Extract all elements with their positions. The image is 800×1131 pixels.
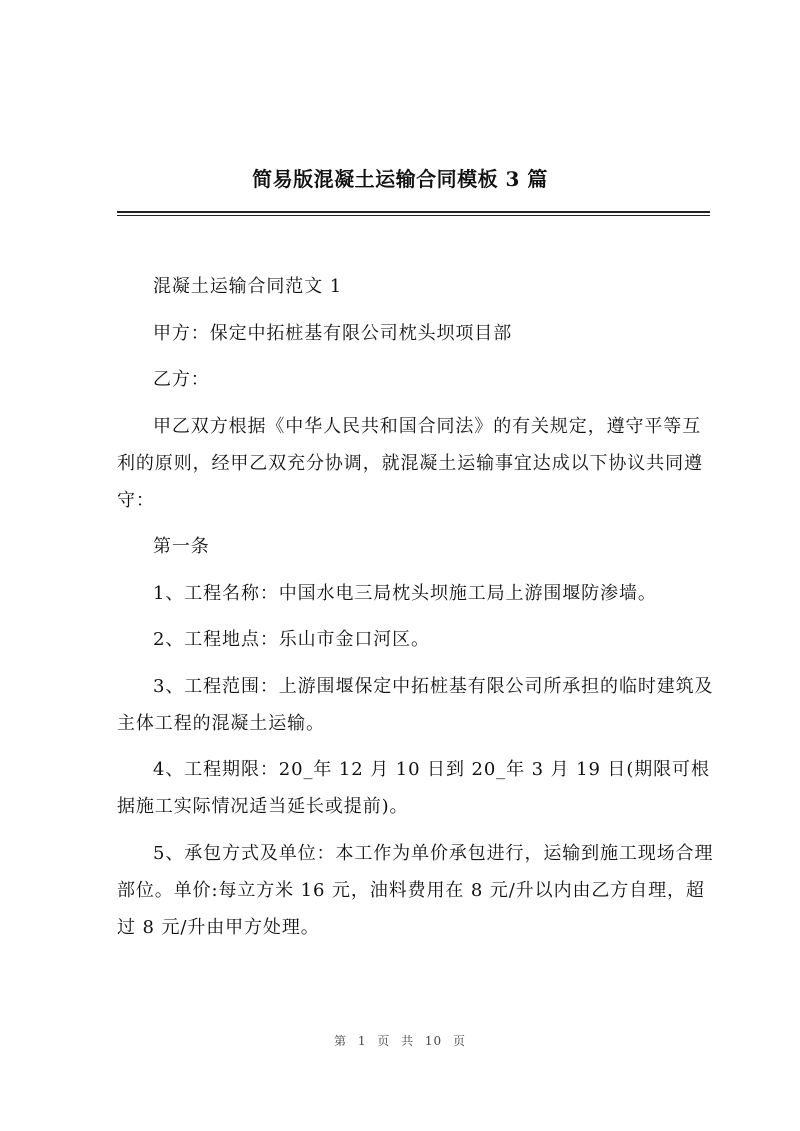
preamble-paragraph: 甲乙双方根据《中华人民共和国合同法》的有关规定，遵守平等互利的原则，经甲乙双充分协调，就混凝土运输事宜达成以下协议共同遵守： [117,415,703,511]
clause-project-term: 4、工程期限：20_年 12 月 10 日到 20_年 3 月 19 日(期限可根据施工实际情况适当延长或提前)。 [117,759,710,817]
title-divider-thin [117,215,710,216]
page-number: 第 1 页 共 10 页 [334,1034,466,1048]
clause-project-name: 1、工程名称：中国水电三局枕头坝施工局上游围堰防渗墙。 [153,582,657,604]
document-body [117,268,717,955]
title-divider-thick [117,211,710,213]
party-b: 乙方： [153,369,210,390]
clause-project-location: 2、工程地点：乐山市金口河区。 [153,629,430,650]
party-a: 甲方：保定中拓桩基有限公司枕头坝项目部 [153,322,513,344]
clause-project-scope: 3、工程范围：上游围堰保定中拓桩基有限公司所承担的临时建筑及主体工程的混凝土运输。 [117,675,714,734]
document-title: 简易版混凝土运输合同模板 3 篇 [252,167,548,191]
article-heading: 第一条 [153,536,210,557]
clause-contract-method: 5、承包方式及单位：本工作为单价承包进行，运输到施工现场合理部位。单价:每立方米 16 元，油料费用在 8 元/升以内由乙方自理，超过 8 元/升由甲方处理。 [117,842,714,938]
section-heading: 混凝土运输合同范文 1 [153,276,343,297]
